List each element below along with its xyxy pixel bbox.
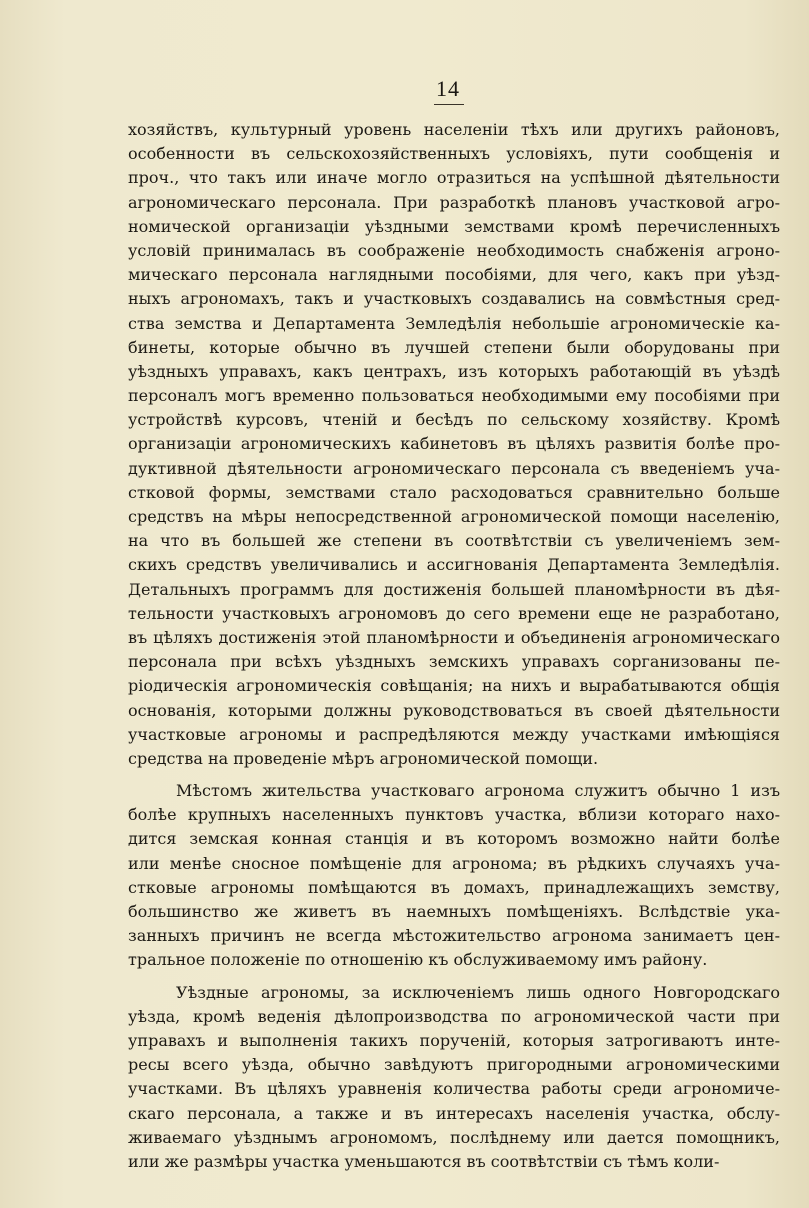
text-line: скихъ средствъ увеличивались и ассигнованiя Департамента Земледѣлiя. xyxy=(128,555,780,575)
text-line: средствъ на мѣры непосредственной агрономической помощи населенiю, xyxy=(128,507,780,526)
paragraph-1 xyxy=(128,118,780,771)
text-line: стковой формы, земствами стало расходоваться сравнительно больше xyxy=(128,482,780,502)
text-line: тральное положенiе по отношенiю къ обслуживаемому имъ району. xyxy=(128,950,708,970)
text-line: организацiи агрономическихъ кабинетовъ въ цѣляхъ развитiя болѣе про- xyxy=(128,434,780,454)
text-line: скаго персонала, а также и въ интересахъ населенiя участка, обслу- xyxy=(128,1103,780,1123)
text-line: большинство же живетъ въ наемныхъ помѣщенiяхъ. Вслѣдствiе ука- xyxy=(128,902,780,921)
text-line: хозяйствъ, культурный уровень населенiи тѣхъ или другихъ районовъ, xyxy=(128,120,780,139)
text-line: живаемаго уѣзднымъ агрономомъ, послѣднему или дается помощникъ, xyxy=(128,1127,780,1147)
text-line: Уѣздные агрономы, за исключенiемъ лишь одного Новгородскаго xyxy=(176,982,780,1002)
text-line: особенности въ сельскохозяйственныхъ условiяхъ, пути сообщенiя и xyxy=(128,144,780,164)
text-line: уѣздныхъ управахъ, какъ центрахъ, изъ которыхъ работающiй въ уѣздѣ xyxy=(128,361,780,381)
text-line: номической организацiи уѣздными земствами кромѣ перечисленныхъ xyxy=(128,216,780,236)
text-line: агрономическаго персонала. При разработкѣ плановъ участковой агро- xyxy=(128,192,780,212)
text-line: условiй принималась въ соображенiе необходимость снабженiя агроно- xyxy=(128,240,780,260)
text-line: уѣзда, кромѣ веденiя дѣлопроизводства по агрономической части при xyxy=(128,1006,780,1026)
paragraph-gap xyxy=(128,973,780,981)
text-line: въ цѣляхъ достиженiя этой планомѣрности и объединенiя агрономическаго xyxy=(128,627,780,647)
text-line: бинеты, которые обычно въ лучшей степени были оборудованы при xyxy=(128,337,780,357)
text-line: Мѣстомъ жительства участковаго агронома служитъ обычно 1 изъ xyxy=(176,781,780,801)
text-line: или менѣе сносное помѣщенiе для агронома; въ рѣдкихъ случаяхъ уча- xyxy=(128,853,780,873)
text-line: ныхъ агрономахъ, такъ и участковыхъ создавались на совмѣстныя сред- xyxy=(128,289,780,309)
text-line: персонала при всѣхъ уѣздныхъ земскихъ управахъ сорганизованы пе- xyxy=(128,652,780,672)
paragraph-2 xyxy=(128,779,780,973)
text-line: дуктивной дѣятельности агрономическаго персонала съ введенiемъ уча- xyxy=(128,458,780,478)
text-line: проч., что такъ или иначе могло отразиться на успѣшной дѣятельности xyxy=(128,168,780,188)
text-line: участковые агрономы и распредѣляются между участками имѣющiяся xyxy=(128,724,780,744)
text-line: управахъ и выполненiя такихъ порученiй, которыя затрогиваютъ инте- xyxy=(128,1030,780,1050)
text-line: стковые агрономы помѣщаются въ домахъ, принадлежащихъ земству, xyxy=(128,877,780,897)
text-line: занныхъ причинъ не всегда мѣстожительство агронома занимаетъ цен- xyxy=(128,926,780,946)
text-line: устройствѣ курсовъ, чтенiй и бесѣдъ по сельскому хозяйству. Кромѣ xyxy=(128,410,780,430)
document-body xyxy=(128,118,780,1174)
text-line: средства на проведенiе мѣръ агрономической помощи. xyxy=(128,748,599,768)
page-number-underline xyxy=(434,104,464,105)
text-line: Детальныхъ программъ для достиженiя большей планомѣрности въ дѣя- xyxy=(128,579,780,599)
text-line: ресы всего уѣзда, обычно завѣдуютъ пригородными агрономическими xyxy=(128,1055,780,1075)
text-line: участками. Въ цѣляхъ уравненiя количества работы среди агрономиче- xyxy=(128,1079,780,1099)
text-line: дится земская конная станцiя и въ которомъ возможно найти болѣе xyxy=(128,829,780,849)
paragraph-3 xyxy=(128,981,780,1175)
text-line: ства земства и Департамента Земледѣлiя небольшiе агрономическiе ка- xyxy=(128,313,780,333)
text-line: тельности участковыхъ агрономовъ до сего времени еще не разработано, xyxy=(128,603,780,623)
page-number: 14 xyxy=(436,76,460,101)
text-line: основанiя, которыми должны руководствоваться въ своей дѣятельности xyxy=(128,700,780,720)
text-line: или же размѣры участка уменьшаются въ соотвѣтствiи съ тѣмъ коли- xyxy=(128,1151,720,1171)
paragraph-gap xyxy=(128,771,780,779)
text-line: рiодическiя агрономическiя совѣщанiя; на нихъ и вырабатываются общiя xyxy=(128,676,780,696)
text-line: персоналъ могъ временно пользоваться необходимыми ему пособiями при xyxy=(128,386,780,406)
text-line: мическаго персонала наглядными пособiями, для чего, какъ при уѣзд- xyxy=(128,265,780,285)
text-line: болѣе крупныхъ населенныхъ пунктовъ участка, вблизи котораго нахо- xyxy=(128,805,780,825)
text-line: на что въ большей же степени въ соотвѣтствiи съ увеличенiемъ зем- xyxy=(128,531,780,551)
